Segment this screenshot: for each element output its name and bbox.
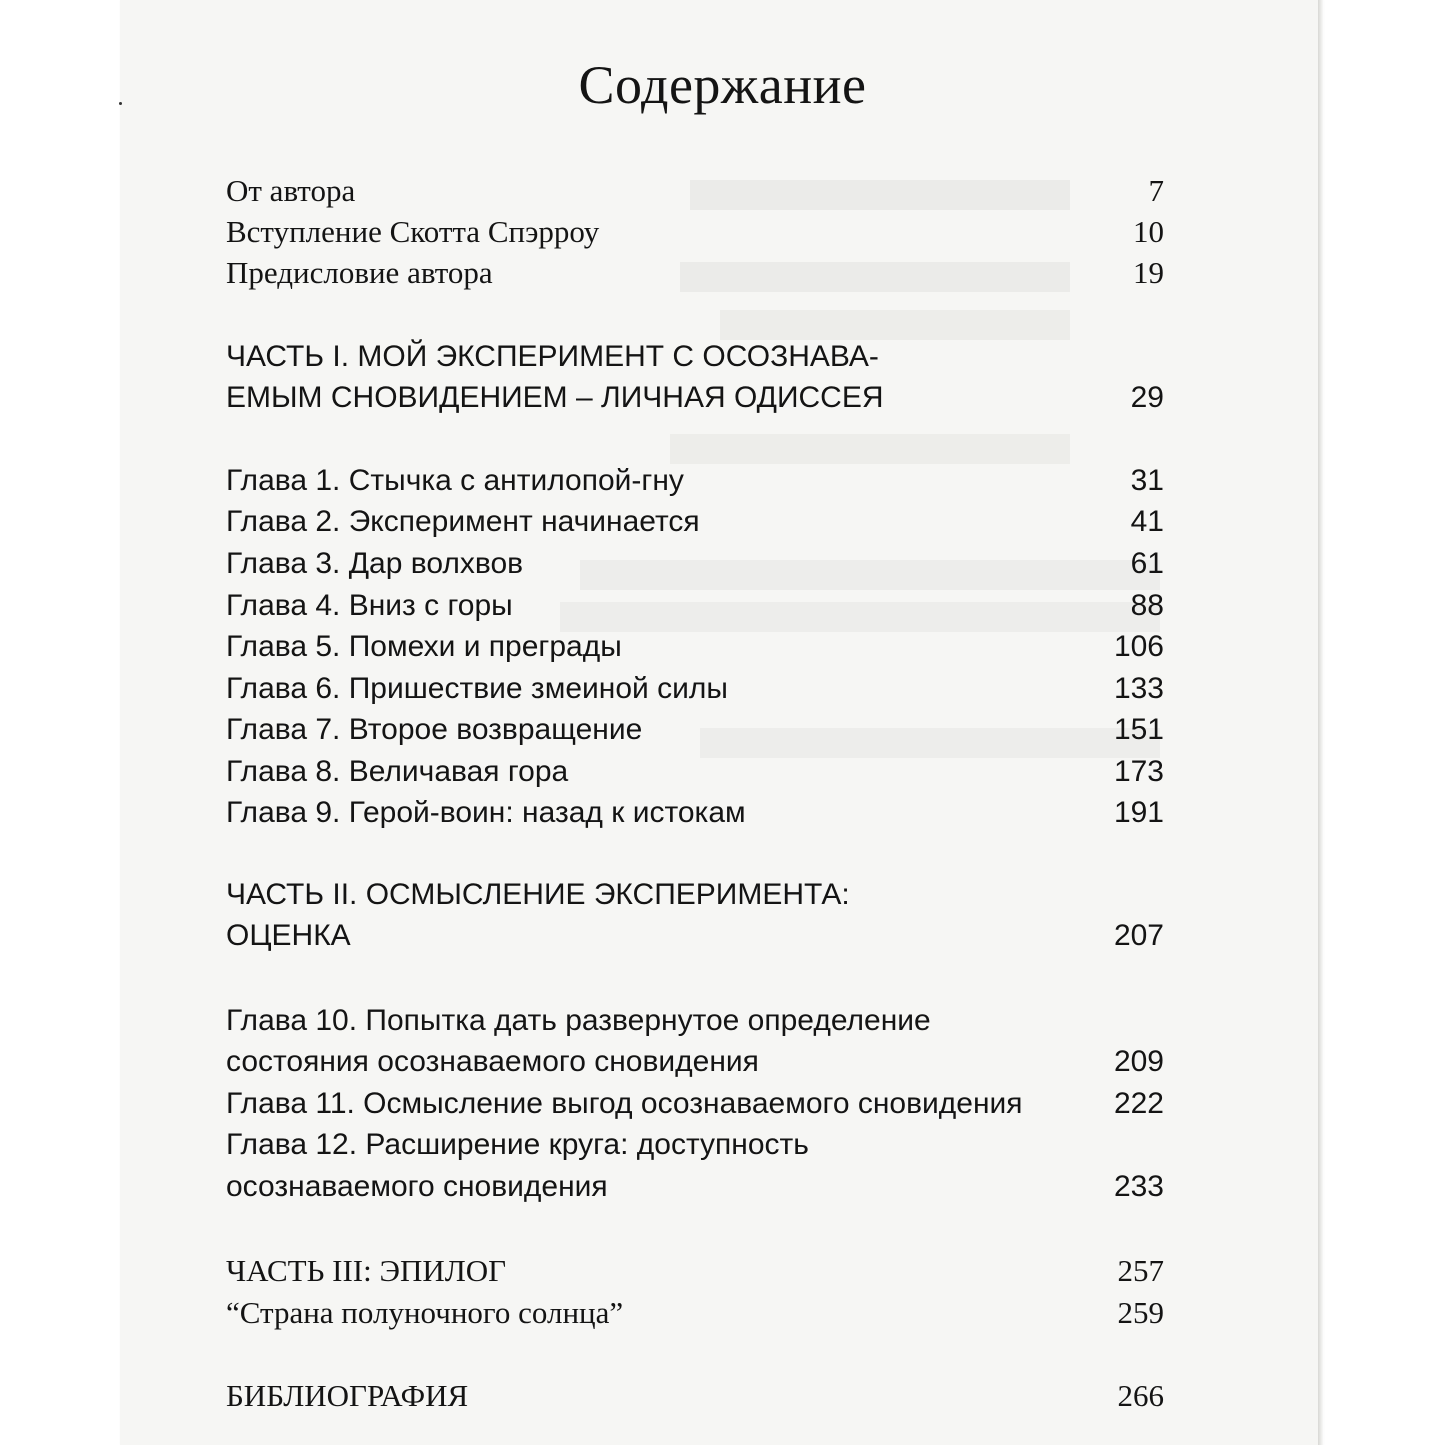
toc-entry <box>226 668 1164 710</box>
toc-entry <box>226 252 1164 294</box>
toc-entry <box>226 460 1164 502</box>
toc-entry-page: 10 <box>1133 214 1164 249</box>
toc-entry-page: 61 <box>1130 547 1164 580</box>
toc-entry-label: Глава 12. Расширение круга: доступность <box>226 1128 809 1161</box>
toc-entry-page: 106 <box>1113 630 1164 663</box>
toc-entry <box>226 1083 1164 1125</box>
toc-entry-label: Глава 6. Пришествие змеиной силы <box>226 672 728 705</box>
toc-entry <box>226 1292 1164 1334</box>
toc-entry-page: 173 <box>1113 755 1164 788</box>
toc-entry-label: БИБЛИОГРАФИЯ <box>226 1378 469 1413</box>
toc-part-heading <box>226 377 1164 419</box>
toc-part-heading <box>226 1250 1164 1292</box>
toc-entry-label: состояния осознаваемого сновидения <box>226 1045 759 1078</box>
toc-entry-page: 7 <box>1148 173 1164 208</box>
toc-entry-page: 191 <box>1113 796 1164 829</box>
toc-entry-label: ЧАСТЬ I. МОЙ ЭКСПЕРИМЕНТ С ОСОЗНАВА- <box>226 340 879 373</box>
toc-entry-label: ОЦЕНКА <box>226 919 351 952</box>
page-title: Содержание <box>578 55 867 116</box>
toc-entry-page: 151 <box>1113 713 1164 746</box>
toc-entry-label: Глава 8. Величавая гора <box>226 755 569 788</box>
toc-entry-page: 31 <box>1130 464 1164 497</box>
toc-part-heading <box>226 915 1164 957</box>
toc-entry-page: 41 <box>1130 505 1164 538</box>
toc-entry-label: осознаваемого сновидения <box>226 1170 608 1203</box>
toc-entry-label: Глава 4. Вниз с горы <box>226 589 513 622</box>
toc-entry-page: 257 <box>1117 1253 1164 1288</box>
toc-entry-label: Глава 5. Помехи и преграды <box>226 630 622 663</box>
toc-entry <box>226 585 1164 627</box>
toc-entry-label: Глава 9. Герой-воин: назад к истокам <box>226 796 746 829</box>
toc-entry-label: Глава 7. Второе возвращение <box>226 713 643 746</box>
toc-entry-label: Глава 3. Дар волхвов <box>226 547 524 580</box>
toc-entry-label: Глава 2. Эксперимент начинается <box>226 505 700 538</box>
toc-entry <box>226 751 1164 793</box>
toc-entry-label: Предисловие автора <box>226 255 493 290</box>
toc-part-heading <box>226 1375 1164 1417</box>
toc-entry <box>226 1041 1164 1083</box>
toc-entry-label: ЧАСТЬ II. ОСМЫСЛЕНИЕ ЭКСПЕРИМЕНТА: <box>226 878 850 911</box>
toc-entry-label: Глава 1. Стычка с антилопой-гну <box>226 464 684 497</box>
toc-entry-label: Вступление Скотта Спэрроу <box>226 214 600 249</box>
toc-entry <box>226 1000 1164 1042</box>
toc-entry <box>226 1124 1164 1166</box>
toc-entry <box>226 1166 1164 1208</box>
toc-entry-page: 266 <box>1117 1378 1164 1413</box>
toc-entry-page: 259 <box>1117 1295 1164 1330</box>
toc-entry <box>226 626 1164 668</box>
toc-entry <box>226 792 1164 834</box>
toc-entry-page: 209 <box>1113 1045 1164 1078</box>
toc-entry <box>226 709 1164 751</box>
toc-entry-page: 222 <box>1113 1087 1164 1120</box>
toc-entry-label: От автора <box>226 173 356 208</box>
toc-part-heading <box>226 874 1164 916</box>
toc-entry-label: ЕМЫМ СНОВИДЕНИЕМ – ЛИЧНАЯ ОДИССЕЯ <box>226 381 884 414</box>
toc-entry-page: 29 <box>1130 381 1164 414</box>
toc-entry-page: 133 <box>1113 672 1164 705</box>
toc-entry <box>226 543 1164 585</box>
toc-entry <box>226 501 1164 543</box>
toc-entry <box>226 211 1164 253</box>
toc-entry-label: ЧАСТЬ III: ЭПИЛОГ <box>226 1253 507 1288</box>
toc-entry-page: 233 <box>1113 1170 1164 1203</box>
toc-entry-label: “Страна полуночного солнца” <box>226 1295 624 1330</box>
toc-entry-page: 88 <box>1130 589 1164 622</box>
toc-part-heading <box>226 336 1164 378</box>
toc-entry-label: Глава 10. Попытка дать развернутое определение <box>226 1004 931 1037</box>
page-edge <box>1318 0 1324 1445</box>
toc-entry-label: Глава 11. Осмысление выгод осознаваемого сновидения <box>226 1087 1023 1120</box>
toc-entry-page: 207 <box>1113 919 1164 952</box>
toc-entry-page: 19 <box>1133 255 1164 290</box>
toc-entry <box>226 170 1164 212</box>
